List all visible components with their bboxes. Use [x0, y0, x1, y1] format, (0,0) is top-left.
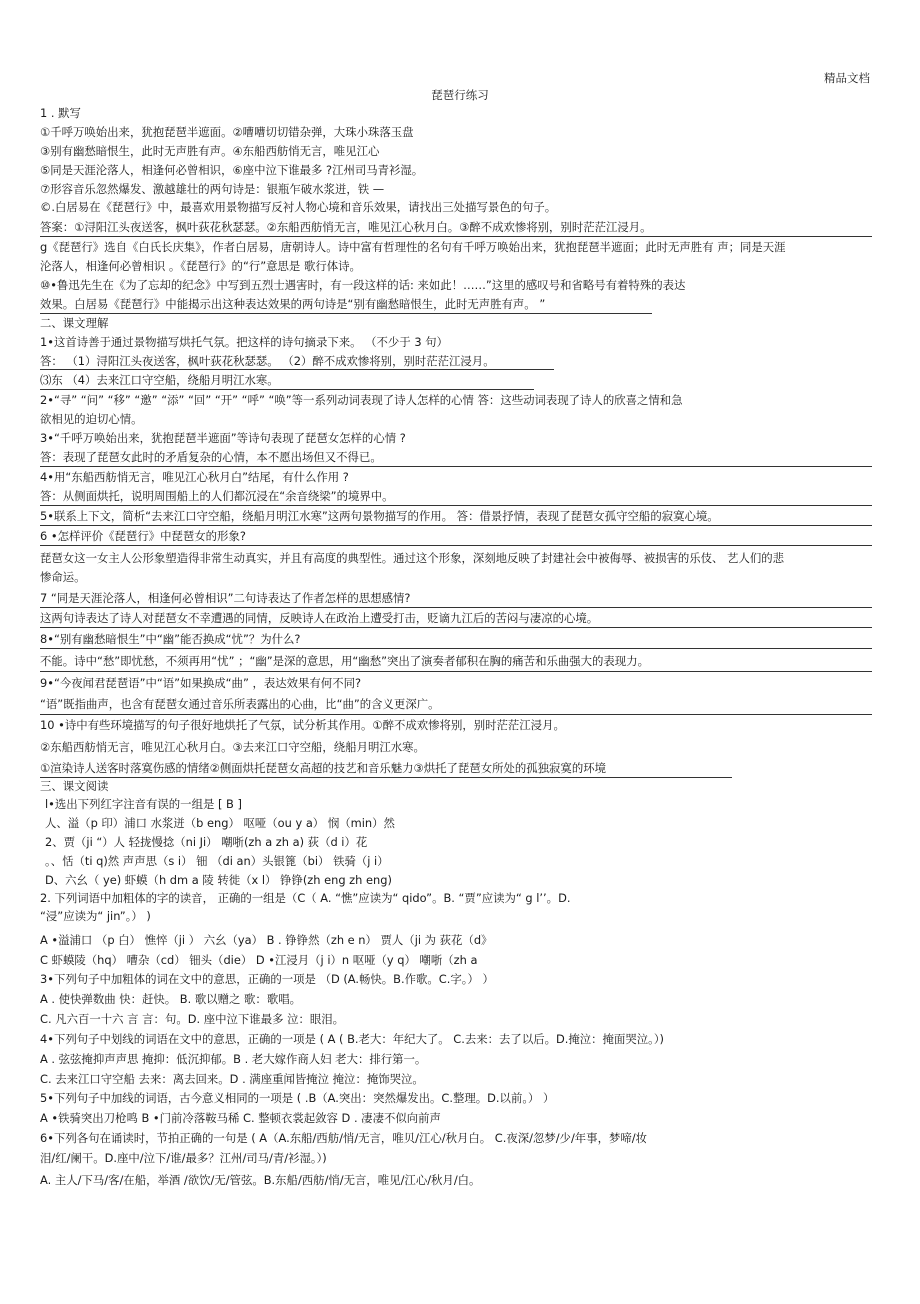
question-line: 8•“别有幽愁暗恨生”中“幽”能否换成“忧”？为什么? — [40, 632, 301, 646]
option-line: C 虾蟆陵（hq） 嘈杂（cd） 钿头（die） D •江浸月（j i）n 呕哑（y q） 嘲哳（zh a — [40, 953, 478, 967]
answer-line: ⑶东 （4）去来江口守空船，绕船月明江水寒。 — [40, 373, 279, 387]
text-line: g《琵琶行》选自《白氏长庆集》，作者白居易，唐朝诗人。诗中富有哲理性的名句有千呼万唤始出来，犹抱琵琶半遮面；此时无声胜有 声；同是天涯 — [40, 240, 786, 254]
question-line: 2•“寻” “问” “移” “邀” “添” “回” “开” “呼” “唤”等一系列动词表现了诗人怎样的心情 答：这些动词表现了诗人的欣喜之情和急 — [40, 393, 683, 407]
text-line: ③别有幽愁暗恨生，此时无声胜有声。④东船西舫悄无言，唯见江心 — [40, 144, 380, 158]
text-line: 欲相见的迫切心情。 — [40, 412, 143, 426]
divider — [40, 607, 872, 608]
divider — [40, 236, 872, 237]
question-line: 4•下列句子中划线的词语在文中的意思，正确的一项是 ( A ( B.老大：年纪大了。 C.去来：去了以后。D.掩泣：掩面哭泣。）) — [40, 1032, 664, 1046]
answer-line: 答：从侧面烘托，说明周围船上的人们都沉浸在“余音绕梁”的境界中。 — [40, 489, 394, 503]
question-line: 6•下列各句在诵读时，节拍正确的一句是 ( A（A.东船/西舫/悄/无言，唯贝/江心/秋月白。 C.夜深/忽梦/少/年事，梦啼/妆 — [40, 1131, 647, 1145]
text-line: ①千呼万唤始出来，犹抱琵琶半遮面。②嘈嘈切切错杂弹，大珠小珠落玉盘 — [40, 125, 414, 139]
option-line: C. 凡六百一十六 言 言：句。D. 座中泣下谁最多 泣：眼泪。 — [40, 1012, 345, 1026]
option-line: 。、恬（ti q)然 声声思（s i） 钿 （di an）头银篦（bi） 铁骑（j i） — [45, 854, 389, 868]
option-line: 人、溢（p 印）浦口 水浆迸（b eng） 呕哑（ou y a） 悯（min）然 — [45, 816, 395, 830]
question-line: 7 “同是天涯沦落人，相逢何必曾相识”二句诗表达了作者怎样的思想感情? — [40, 591, 411, 605]
text-line: ②东船西舫悄无言，唯见江心秋月白。③去来江口守空船，绕船月明江水寒。 — [40, 740, 425, 754]
question-line: 9•“今夜闻君琵琶语”中“语”如果换成“曲” ，表达效果有何不同? — [40, 676, 362, 690]
answer-line: 不能。诗中“愁”即忧愁，不须再用“忧” ；“幽”是深的意思，用“幽愁”突出了演奏者郁积在胸的痛苦和乐曲强大的表现力。 — [40, 654, 649, 668]
option-line: A . 弦弦掩抑声声思 掩抑：低沉抑郁。B . 老大嫁作商人妇 老大：排行第一。 — [40, 1052, 427, 1066]
option-line: D、六幺（ ye) 虾蟆（h dm a 陵 转徙（x l） 铮铮(zh eng zh eng) — [45, 873, 392, 887]
question-line: l•选出下列红字注音有误的一组是 [ B ] — [45, 797, 242, 811]
divider — [40, 389, 534, 390]
answer-line: 这两句诗表达了诗人对琵琶女不幸遭遇的同情，反映诗人在政治上遭受打击，贬谪九江后的苦闷与凄凉的心境。 — [40, 611, 599, 625]
section-heading: 二、课文理解 — [40, 316, 109, 330]
text-line: ⑤同是天涯沦落人，相逢何必曾相识，⑥座中泣下谁最多 ?江州司马青衫湿。 — [40, 163, 424, 177]
answer-line: “语”既指曲声，也含有琵琶女通过音乐所表露出的心曲，比“曲”的含义更深广。 — [40, 697, 440, 711]
answer-line: 答：表现了琵琶女此时的矛盾复杂的心情，本不愿出场但又不得已。 — [40, 450, 382, 464]
text-line: 泪/红/阑干。D.座中/泣下/谁/最多？江州/司马/青/衫湿。）) — [40, 1151, 327, 1165]
option-line: A. 主人/下马/客/在船，举酒 /欲饮/无/管弦。B.东船/西舫/悄/无言，唯见/江心/秋月/白。 — [40, 1173, 481, 1187]
divider — [40, 313, 652, 314]
answer-line: 答案：①浔阳江头夜送客，枫叶荻花秋瑟瑟。②东船西舫悄无言，唯见江心秋月白。③醉不成欢惨将别，别时茫茫江浸月。 — [40, 220, 652, 234]
question-line: 1•这首诗善于通过景物描写烘托气氛。把这样的诗句摘录下来。 （不少于 3 句） — [40, 335, 448, 349]
question-line: 6 •怎样评价《琵琶行》中琵琶女的形象? — [40, 529, 246, 543]
divider — [40, 525, 872, 526]
option-line: 2、贾（ji “）人 轻拢慢捻（ni Ji） 嘲哳(zh a zh a) 荻（d i）花 — [45, 835, 368, 849]
divider — [40, 466, 872, 467]
text-line: ⑦形容音乐忽然爆发、激越雄壮的两句诗是：银瓶乍破水浆迸，铁 — — [40, 182, 385, 196]
section-heading: 三、课文阅读 — [40, 779, 109, 793]
question-line: 3•“千呼万唤始出来，犹抱琵琶半遮面”等诗句表现了琵琶女怎样的心情 ? — [40, 431, 406, 445]
answer-line: 答： （1）浔阳江头夜送客，枫叶荻花秋瑟瑟。 （2）醉不成欢惨将别，别时茫茫江浸月。 — [40, 354, 495, 368]
option-line: A . 使快弹数曲 快：赶快。 B. 歌以赠之 歌：歌唱。 — [40, 992, 301, 1006]
answer-line: 琵琶女这一女主人公形象塑造得非常生动真实，并且有高度的典型性。通过这个形象，深刻地反映了封建社会中被侮辱、被损害的乐伎、 艺人们的悲 — [40, 551, 785, 565]
question-line: 3•下列句子中加粗体的词在文中的意思，正确的一项是 （D (A.畅快。B.作歌。C.字。） ） — [40, 972, 494, 986]
answer-line: ①渲染诗人送客时落寞伤感的情绪②侧面烘托琵琶女高超的技艺和音乐魅力③烘托了琵琶女所处的孤独寂寞的环境 — [40, 761, 732, 778]
divider — [40, 505, 872, 506]
text-line: ⑩•鲁迅先生在《为了忘却的纪念》中写到五烈士遇害时，有一段这样的话: 来如此！……”这里的感叹号和省略号有着特殊的表达 — [40, 278, 686, 292]
text-line: “浸”应读为“ jin”。） ) — [40, 909, 151, 923]
option-line: C. 去来江口守空船 去来：离去回来。D . 满座重闻皆掩泣 掩泣：掩饰哭泣。 — [40, 1072, 424, 1086]
divider — [40, 545, 872, 546]
question-line: 5•联系上下文，简析“去来江口守空船，绕船月明江水寒”这两句景物描写的作用。 答：借景抒情，表现了琵琶女孤守空船的寂寞心境。 — [40, 509, 719, 523]
question-line: 2. 下列词语中加粗体的字的读音， 正确的一组是（C（ A. “憔”应读为“ qido”。B. “贾”应读为“ g l’’。D. — [40, 891, 571, 905]
question-line: 10 •诗中有些环境描写的句子很好地烘托了气氛，试分析其作用。①醉不成欢惨将别，别时茫茫江浸月。 — [40, 718, 565, 732]
text-line: 沦落人，相逢何必曾相识 。《琵琶行》的“行”意思是 歌行体诗。 — [40, 259, 361, 273]
divider — [40, 648, 872, 649]
question-line: 4•用“东船西舫悄无言，唯见江心秋月白”结尾，有什么作用 ? — [40, 470, 349, 484]
text-line: 惨命运。 — [40, 570, 86, 584]
divider — [40, 369, 554, 370]
option-line: A •铁骑突出刀枪鸣 B •门前冷落鞍马稀 C. 整顿衣裳起敛容 D . 凄凄不似向前声 — [40, 1111, 441, 1125]
text-line: 效果。白居易《琵琶行》中能揭示出这种表达效果的两句诗是“别有幽愁暗恨生，此时无声胜有声。 ” — [40, 297, 546, 311]
divider — [40, 671, 872, 672]
section-heading: 1 . 默写 — [40, 106, 81, 120]
question-line: 5•下列句子中加线的词语，古今意义相同的一项是 ( .B（A.突出：突然爆发出。C.整理。D.以前。） ） — [40, 1091, 555, 1105]
document-title: 琵琶行练习 — [431, 88, 489, 102]
option-line: A •溢浦口 （p 白） 憔悴（ji ） 六幺（ya） B . 铮铮然（zh e n） 贾人（ji 为 荻花（d》 — [40, 933, 493, 947]
header-mark: 精品文档 — [824, 71, 870, 85]
divider — [40, 627, 872, 628]
divider — [40, 714, 872, 715]
text-line: ©.白居易在《琵琶行》中，最喜欢用景物描写反衬人物心境和音乐效果，请找出三处描写景色的句子。 — [40, 200, 557, 214]
